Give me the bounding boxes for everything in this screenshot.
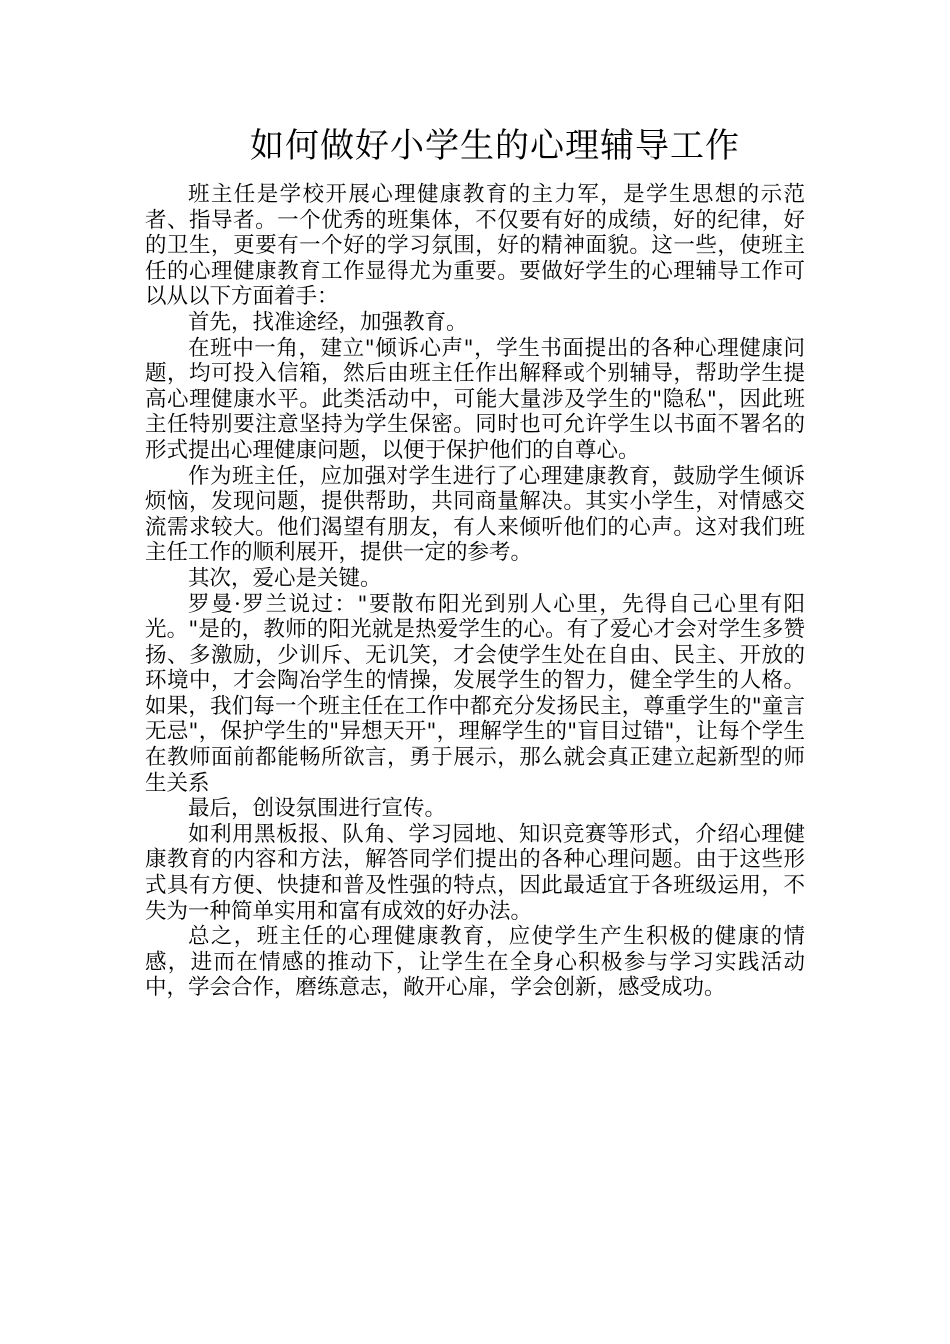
paragraph-heading-last: 最后，创设氛围进行宣传。 (188, 796, 447, 822)
paragraph-love: 罗曼·罗兰说过："要散布阳光到别人心里，先得自己心里有阳光。"是的，教师的阳光就是热爱学生的心。有了爱心才会对学生多赞扬、多激励，少训斥、无讥笑，才会使学生处在自由、民主、开放的环境中，才会陶冶学生的情操，发展学生的智力，健全学生的人格。如果，我们每一个班主任在工作中都充分发扬民主，尊重学生的"童言无忌"，保护学生的"异想天开"，理解学生的"盲目过错"，让每个学生在教师面前都能畅所欲言，勇于展示，那么就会真正建立起新型的师生关系 (145, 591, 805, 796)
paragraph-conclusion: 总之，班主任的心理健康教育，应使学生产生积极的健康的情感，进而在情感的推动下，让学生在全身心积极参与学习实践活动中，学会合作，磨练意志，敞开心扉，学会创新，感受成功。 (145, 924, 805, 1001)
paragraph-encourage: 作为班主任，应加强对学生进行了心理建康教育，鼓励学生倾诉烦恼，发现问题，提供帮助，共同商量解决。其实小学生，对情感交流需求较大。他们渴望有朋友，有人来倾听他们的心声。这对我们班主任工作的顺利展开，提供一定的参考。 (145, 463, 805, 566)
paragraph-publicity: 如利用黑板报、队角、学习园地、知识竞赛等形式，介绍心理健康教育的内容和方法，解答同学们提出的各种心理问题。由于这些形式具有方便、快捷和普及性强的特点，因此最适宜于各班级运用，不失为一种简单实用和富有成效的好办法。 (145, 821, 805, 924)
document-title: 如何做好小学生的心理辅导工作 (250, 126, 740, 166)
paragraph-heading-first: 首先，找准途经，加强教育。 (188, 309, 468, 335)
paragraph-mailbox: 在班中一角，建立"倾诉心声"，学生书面提出的各种心理健康问题，均可投入信箱，然后由班主任作出解释或个别辅导，帮助学生提高心理健康水平。此类活动中，可能大量涉及学生的"隐私"，因此班主任特别要注意坚持为学生保密。同时也可允许学生以书面不署名的形式提出心理健康问题，以便于保护他们的自尊心。 (145, 335, 805, 463)
paragraph-intro: 班主任是学校开展心理健康教育的主力军，是学生思想的示范者、指导者。一个优秀的班集体，不仅要有好的成绩，好的纪律，好的卫生，更要有一个好的学习氛围，好的精神面貌。这一些，使班主任的心理健康教育工作显得尤为重要。要做好学生的心理辅导工作可以从以下方面着手： (145, 182, 805, 310)
document-body (145, 182, 805, 1001)
paragraph-heading-second: 其次，爱心是关键。 (188, 565, 382, 591)
